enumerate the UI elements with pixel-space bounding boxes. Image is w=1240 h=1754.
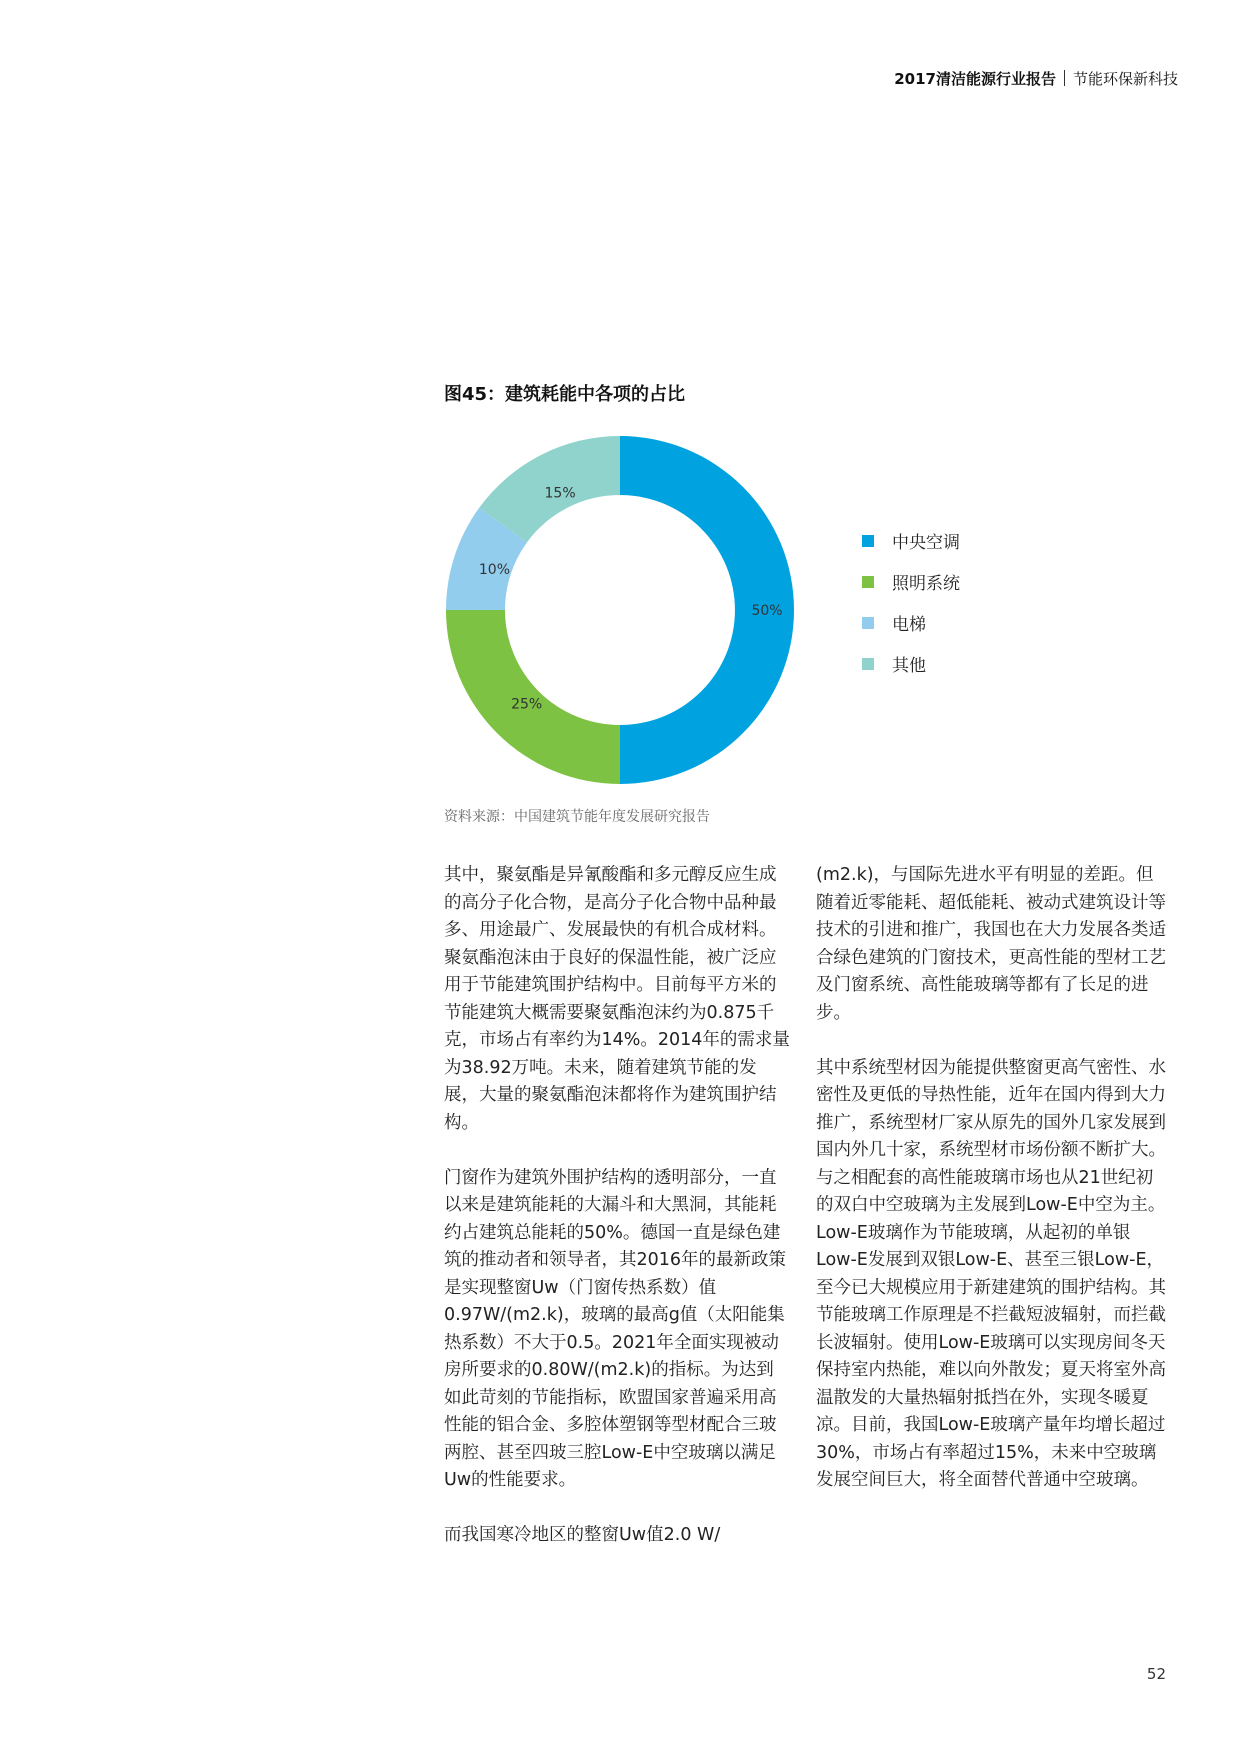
slice-label-lighting: 25% bbox=[511, 696, 543, 713]
paragraph: 其中，聚氨酯是异氰酸酯和多元醇反应生成的高分子化合物，是高分子化合物中品种最多、用途最广、发展最快的有机合成材料。聚氨酯泡沫由于良好的保温性能，被广泛应用于节能建筑围护结构中。目前每平方米的节能建筑大概需要聚氨酯泡沫约为0.875千克，市场占有率约为14%。2014年的需求量为38.92万吨。未来，随着建筑节能的发展，大量的聚氨酯泡沫都将作为建筑围护结构。 bbox=[444, 865, 790, 1133]
legend-item-ac bbox=[862, 520, 960, 561]
donut-chart-svg bbox=[440, 430, 800, 790]
header-divider bbox=[1064, 70, 1065, 86]
slice-label-elevator: 10% bbox=[478, 562, 511, 579]
legend-swatch-lighting bbox=[862, 576, 874, 588]
legend-swatch-other bbox=[862, 658, 874, 670]
paragraph: 而我国寒冷地区的整窗Uw值2.0 W/ bbox=[444, 1525, 721, 1545]
legend-swatch-ac bbox=[862, 535, 874, 547]
legend-item-other bbox=[862, 643, 960, 684]
paragraph: 门窗作为建筑外围护结构的透明部分，一直以来是建筑能耗的大漏斗和大黑洞，其能耗约占建筑总能耗的50%。德国一直是绿色建筑的推动者和领导者，其2016年的最新政策是实现整窗Uw（门窗传热系数）值0.97W/(m2.k)，玻璃的最高g值（太阳能集热系数）不大于0.5。2021年全面实现被动房所要求的0.80W/(m2.k)的指标。为达到如此苛刻的节能指标，欧盟国家普遍采用高性能的铝合金、多腔体塑钢等型材配合三玻两腔、甚至四玻三腔Low-E中空玻璃以满足 Uw的性能要求。 bbox=[444, 1167, 787, 1490]
section-title: 节能环保新科技 bbox=[1072, 70, 1178, 88]
report-title: 2017清洁能源行业报告 bbox=[894, 70, 1056, 88]
figure-source: 资料来源：中国建筑节能年度发展研究报告 bbox=[444, 809, 710, 825]
body-column-left bbox=[444, 862, 790, 1577]
slice-label-other: 15% bbox=[544, 485, 576, 502]
paragraph: 其中系统型材因为能提供整窗更高气密性、水密性及更低的导热性能，近年在国内得到大力推广，系统型材厂家从原先的国外几家发展到国内外几十家，系统型材市场份额不断扩大。与之相配套的高性能玻璃市场也从21世纪初的双白中空玻璃为主发展到Low-E中空为主。Low-E玻璃作为节能玻璃，从起初的单银Low-E发展到双银Low-E、甚至三银Low-E，至今已大规模应用于新建建筑的围护结构。其节能玻璃工作原理是不拦截短波辐射，而拦截长波辐射。使用Low-E玻璃可以实现房间冬天保持室内热能，难以向外散发；夏天将室外高温散发的大量热辐射抵挡在外，实现冬暖夏凉。目前，我国Low-E玻璃产量年均增长超过30%，市场占有率超过15%，未来中空玻璃发展空间巨大，将全面替代普通中空玻璃。 bbox=[816, 1057, 1166, 1490]
legend-label-other: 其他 bbox=[892, 656, 926, 676]
donut-chart bbox=[440, 430, 800, 790]
legend-label-lighting: 照明系统 bbox=[892, 574, 960, 594]
page-header bbox=[894, 68, 1178, 89]
figure-title: 图45：建筑耗能中各项的占比 bbox=[444, 384, 686, 405]
legend-item-elevator bbox=[862, 602, 960, 643]
legend-swatch-elevator bbox=[862, 617, 874, 629]
paragraph: (m2.k)，与国际先进水平有明显的差距。但随着近零能耗、超低能耗、被动式建筑设计等技术的引进和推广，我国也在大力发展各类适合绿色建筑的门窗技术，更高性能的型材工艺及门窗系统、高性能玻璃等都有了长足的进步。 bbox=[816, 865, 1166, 1023]
legend-item-lighting bbox=[862, 561, 960, 602]
legend-label-ac: 中央空调 bbox=[892, 533, 960, 553]
body-column-right bbox=[816, 862, 1166, 1522]
slice-label-ac: 50% bbox=[751, 603, 783, 619]
page-number: 52 bbox=[1146, 1665, 1166, 1683]
legend-label-elevator: 电梯 bbox=[892, 615, 926, 635]
chart-legend bbox=[862, 520, 960, 684]
